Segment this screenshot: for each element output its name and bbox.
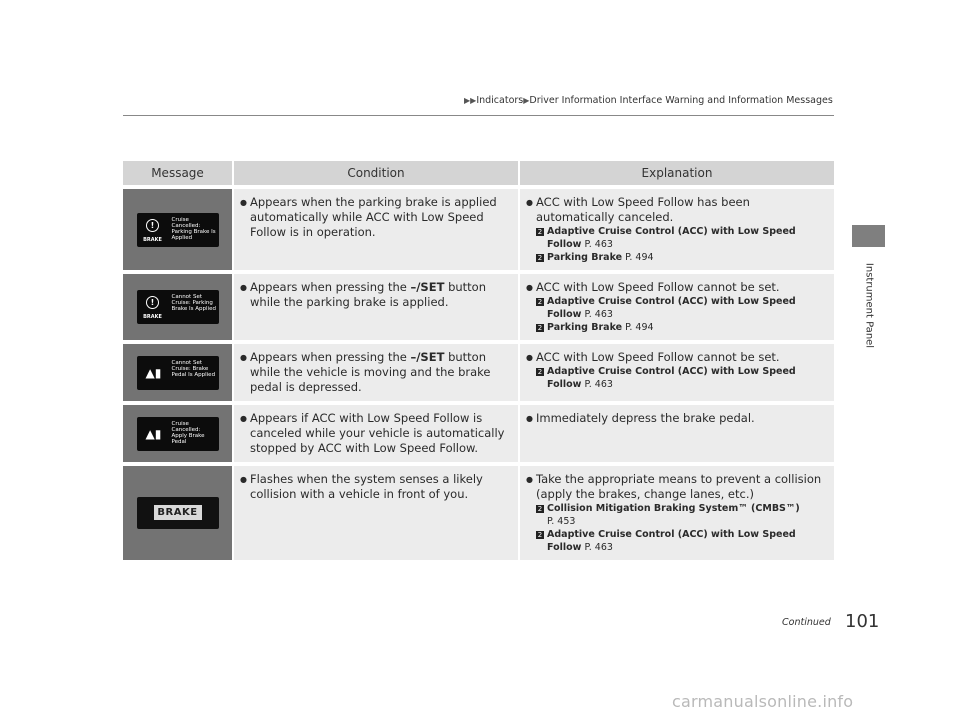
display-screen <box>137 356 219 390</box>
display-screen <box>137 497 219 529</box>
screen-text: Cruise Cancelled: Apply Brake Pedal <box>171 420 205 446</box>
condition-cell <box>232 274 520 340</box>
condition-text: ● Appears if ACC with Low Speed Follow is canceled while your vehicle is automatically stopped by ACC with Low Speed Follow. <box>240 411 512 456</box>
reference-icon: 2 <box>537 253 543 262</box>
table-row <box>123 274 834 340</box>
section-tab <box>852 225 885 247</box>
reference-link[interactable]: 2 Adaptive Cruise Control (ACC) with Low Speed Follow P. 463 <box>537 529 796 553</box>
page-number: 101 <box>845 611 880 632</box>
message-cell <box>123 344 232 401</box>
column-header-message: Message <box>123 161 232 185</box>
reference-link[interactable]: 2 Parking Brake P. 494 <box>537 322 654 333</box>
explanation-cell <box>520 274 834 340</box>
explanation-cell <box>520 405 834 462</box>
explanation-cell <box>520 466 834 560</box>
reference-icon: 2 <box>537 530 543 539</box>
breadcrumb-arrow-icon: ▶▶ <box>464 96 477 105</box>
condition-cell <box>232 189 520 270</box>
table-header-row <box>123 161 834 185</box>
breadcrumb-arrow-icon: ▶ <box>523 96 530 105</box>
table-row <box>123 189 834 270</box>
explanation-cell <box>520 189 834 270</box>
brake-warning-icon: ! BRAKE <box>143 298 162 320</box>
condition-text: ● Flashes when the system senses a likely collision with a vehicle in front of you. <box>240 472 512 502</box>
column-header-condition: Condition <box>232 161 520 185</box>
header-divider <box>123 115 834 116</box>
reference-link[interactable]: 2 Adaptive Cruise Control (ACC) with Low Speed Follow P. 463 <box>537 296 796 320</box>
table-row <box>123 405 834 462</box>
reference-icon: 2 <box>537 227 543 236</box>
screen-text: Cannot Set Cruise: Parking Brake Is Applied <box>171 294 216 313</box>
condition-cell <box>232 344 520 401</box>
reference-link[interactable]: 2 Adaptive Cruise Control (ACC) with Low Speed Follow P. 463 <box>537 226 796 250</box>
table-row <box>123 466 834 560</box>
reference-link[interactable]: 2 Collision Mitigation Braking System™ (CMBS™) P. 453 <box>537 503 800 527</box>
condition-text: ● Appears when the parking brake is applied automatically while ACC with Low Speed Follow is in operation. <box>240 195 512 240</box>
brake-warning-icon: ! BRAKE <box>143 220 162 243</box>
brake-pedal-icon: ▲▮ <box>145 365 162 380</box>
display-screen <box>137 213 219 247</box>
explanation-text: ● Immediately depress the brake pedal. <box>526 411 828 426</box>
message-cell <box>123 466 232 560</box>
explanation-cell <box>520 344 834 401</box>
set-button-label: –/SET <box>410 280 445 294</box>
reference-icon: 2 <box>537 504 543 513</box>
reference-icon: 2 <box>537 323 543 332</box>
screen-text: Cannot Set Cruise: Brake Pedal Is Applied <box>171 359 216 378</box>
explanation-text: ● ACC with Low Speed Follow has been automatically canceled. <box>526 195 828 225</box>
display-screen <box>137 417 219 451</box>
breadcrumb-item-messages[interactable]: Driver Information Interface Warning and Information Messages <box>529 95 833 106</box>
explanation-text: ● Take the appropriate means to prevent a collision (apply the brakes, change lanes, etc.) <box>526 472 828 502</box>
reference-link[interactable]: 2 Adaptive Cruise Control (ACC) with Low Speed Follow P. 463 <box>537 366 796 390</box>
table-row <box>123 344 834 401</box>
breadcrumb-item-indicators[interactable]: Indicators <box>476 95 524 106</box>
explanation-text: ● ACC with Low Speed Follow cannot be set. <box>526 350 828 365</box>
display-screen <box>137 290 219 324</box>
reference-link[interactable]: 2 Parking Brake P. 494 <box>537 252 654 263</box>
message-cell <box>123 189 232 270</box>
brake-pedal-icon: ▲▮ <box>145 426 162 441</box>
continued-label: Continued <box>782 617 831 628</box>
brake-warning-word: BRAKE <box>154 505 202 520</box>
reference-icon: 2 <box>537 367 543 376</box>
reference-icon: 2 <box>537 297 543 306</box>
breadcrumb <box>464 95 833 106</box>
messages-table <box>123 157 834 564</box>
section-label: Instrument Panel <box>863 262 875 349</box>
column-header-explanation: Explanation <box>520 161 834 185</box>
condition-cell <box>232 466 520 560</box>
condition-text: ● Appears when pressing the –/SET button while the parking brake is applied. <box>240 280 512 310</box>
screen-text: Cruise Cancelled: Parking Brake Is Applied <box>171 216 216 242</box>
set-button-label: –/SET <box>410 350 445 364</box>
message-cell <box>123 274 232 340</box>
condition-text: ● Appears when pressing the –/SET button while the vehicle is moving and the brake pedal is depressed. <box>240 350 512 395</box>
watermark: carmanualsonline.info <box>672 692 854 711</box>
explanation-text: ● ACC with Low Speed Follow cannot be set. <box>526 280 828 295</box>
condition-cell <box>232 405 520 462</box>
message-cell <box>123 405 232 462</box>
